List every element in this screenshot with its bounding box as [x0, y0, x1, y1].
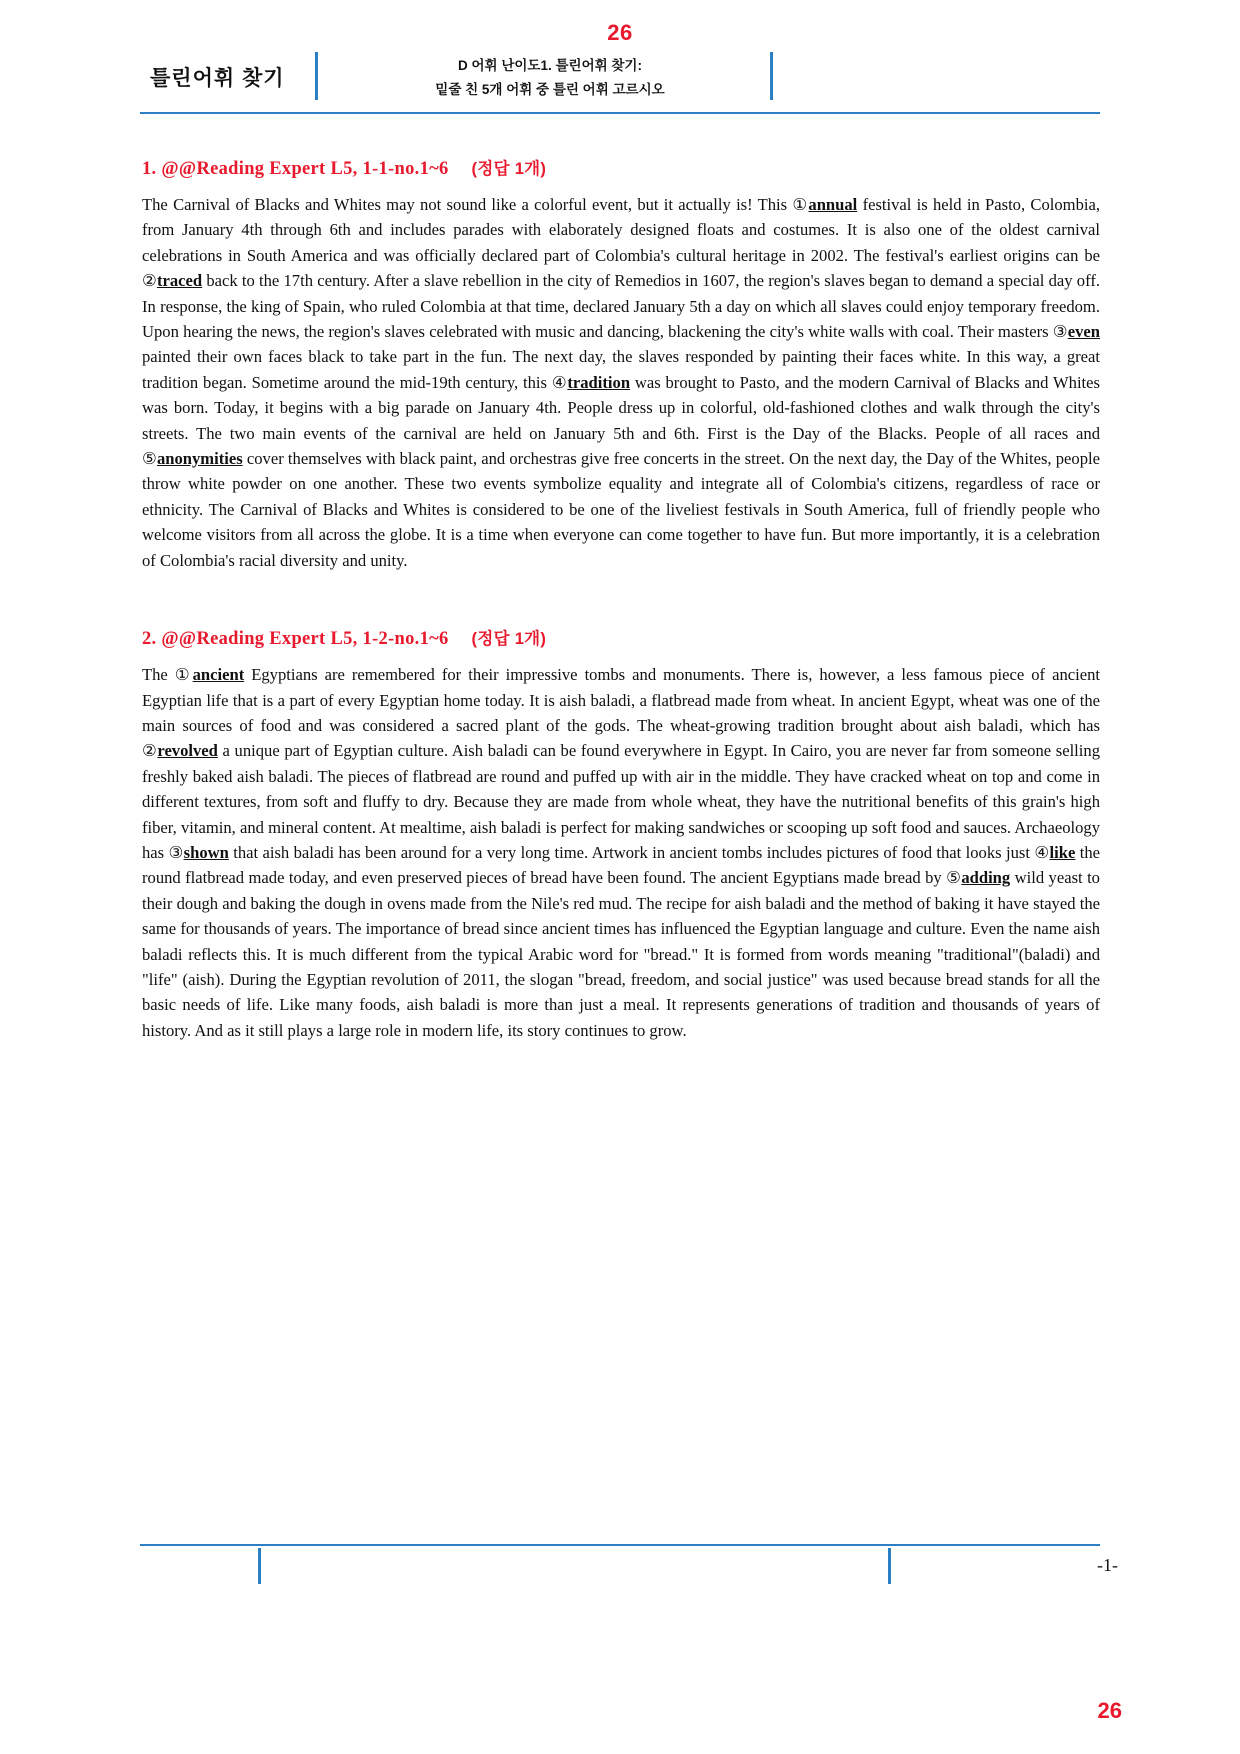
header-instruction	[340, 54, 760, 102]
choice-number: ①	[792, 195, 809, 214]
document-header	[140, 52, 1100, 108]
choice-number: ⑤	[142, 449, 157, 469]
choice-option[interactable]	[142, 271, 202, 290]
question-2-passage	[142, 662, 1100, 1043]
passage-text: a unique part of Egyptian culture. Aish baladi can be found everywhere in Egypt. In Cairo, you are never far from someone selling freshly baked aish baladi. The pieces of flatbread are round and puffed up with air in the middle. They have cracked wheat on top and come in different textures, from soft and fluffy to dry. Because they are made from whole wheat, they have the nutritional benefits of this grain's high fiber, vitamin, and mineral content. At mealtime, aish baladi is perfect for making sandwiches or scooping up soft food and sauces. Archaeology has	[142, 741, 1100, 862]
choice-number: ①	[174, 665, 193, 685]
choice-option[interactable]	[946, 868, 1010, 887]
passage-text: cover themselves with black paint, and orchestras give free concerts in the street. On the next day, the Day of the Whites, people throw white powder on one another. These two events symbolize equality and integrate all of Colombia's citizens, regardless of race or ethnicity. The Carnival of Blacks and Whites is considered to be one of the liveliest festivals in South America, full of friendly people who welcome visitors from all across the globe. It is a time when everyone can come together to have fun. But more importantly, it is a celebration of Colombia's racial diversity and unity.	[142, 449, 1100, 570]
question-2-number: 2.	[142, 629, 157, 650]
passage-text: The Carnival of Blacks and Whites may not sound like a colorful event, but it actually is! This	[142, 195, 793, 214]
choice-option[interactable]	[142, 449, 243, 468]
choice-word: tradition	[567, 372, 631, 392]
passage-text: painted their own faces black to take part in the fun. The next day, the slaves responded by painting their faces white. In this way, a great tradition began. Sometime around the mid-19th century, this	[142, 347, 1100, 392]
question-1-number: 1.	[142, 159, 157, 179]
choice-number: ②	[142, 271, 157, 291]
header-divider-left	[315, 52, 318, 100]
header-rule	[140, 112, 1100, 114]
passage-text: was brought to Pasto, and the modern Carnival of Blacks and Whites was born. Today, it begins with a big parade on January 4th. People dress up in colorful, old-fashioned clothes and walk through the city's streets. The two main events of the carnival are held on January 5th and 6th. First is the Day of the Blacks. People of all races and	[142, 372, 1100, 443]
passage-text: back to the 17th century. After a slave rebellion in the city of Remedios in 1607, the region's slaves began to demand a special day off. In response, the king of Spain, who ruled Colombia at that time, declared January 5th a day on which all slaves could enjoy temporary freedom. Upon hearing the news, the region's slaves celebrated with music and dancing, blackening the city's white walls with coal. Their masters	[142, 271, 1100, 342]
choice-option[interactable]	[175, 665, 244, 684]
choice-word: anonymities	[156, 449, 243, 469]
question-2-source: @@Reading Expert L5, 1-2-no.1~6	[161, 629, 449, 650]
choice-option[interactable]	[792, 195, 857, 214]
header-page-number: 26	[607, 20, 633, 45]
footer-tick-right	[888, 1548, 891, 1584]
question-1-answer-note: (정답 1개)	[471, 160, 547, 178]
choice-option[interactable]	[169, 843, 229, 862]
header-instruction-line-1: D 어휘 난이도1. 틀린어휘 찾기:	[458, 58, 642, 73]
question-block-2	[142, 625, 1100, 1043]
passage-text: that aish baladi has been around for a very long time. Artwork in ancient tombs includes pictures of food that looks just	[228, 842, 1035, 862]
choice-option[interactable]	[552, 373, 630, 392]
question-1-source: @@Reading Expert L5, 1-1-no.1~6	[161, 159, 449, 179]
question-2-title	[142, 625, 1100, 650]
choice-word: like	[1049, 842, 1076, 862]
passage-text: the round flatbread made today, and even preserved pieces of bread have been found. The ancient Egyptians made bread by	[142, 842, 1100, 888]
question-1-passage	[142, 192, 1100, 573]
passage-text: festival is held in Pasto, Colombia, from January 4th through 6th and includes parades with elaborately designed floats and costumes. It is also one of the oldest carnival celebrations in South America and was officially declared part of Colombia's cultural heritage in 2002. The festival's earliest origins can be	[142, 195, 1100, 265]
footer-tick-left	[258, 1548, 261, 1584]
question-1-title	[142, 155, 1100, 180]
header-instruction-line-2: 밑줄 친 5개 어휘 중 틀린 어휘 고르시오	[435, 82, 665, 97]
question-block-1	[142, 155, 1100, 573]
choice-word: shown	[183, 842, 229, 862]
header-divider-right	[770, 52, 773, 100]
choice-option[interactable]	[1034, 843, 1075, 862]
choice-number: ②	[142, 741, 158, 761]
passage-text: The	[142, 665, 175, 685]
choice-word: revolved	[157, 741, 218, 761]
footer-bottom-number: 26	[1097, 1698, 1122, 1723]
header-title: 틀린어휘 찾기	[150, 67, 285, 90]
footer-rule	[140, 1544, 1100, 1546]
choice-word: adding	[961, 868, 1011, 888]
passage-text: wild yeast to their dough and baking the dough in ovens made from the Nile's red mud. The recipe for aish baladi and the method of baking it have stayed the same for thousands of years. The importance of bread since ancient times has influenced the Egyptian language and culture. Even the name aish baladi reflects this. It is much different from the typical Arabic word for "bread." It is formed from words meaning "traditional"(baladi) and "life" (aish). During the Egyptian revolution of 2011, the slogan "bread, freedom, and social justice" was used because bread stands for all the basic needs of life. Like many foods, aish baladi is more than just a meal. It represents generations of tradition and thousands of years of history. And as it still plays a large role in modern life, its story continues to grow.	[142, 868, 1100, 1040]
choice-word: ancient	[192, 665, 245, 685]
choice-word: annual	[808, 195, 858, 214]
passage-text: Egyptians are remembered for their impressive tombs and monuments. There is, however, a less famous piece of ancient Egyptian life that is a part of every Egyptian home today. It is aish baladi, a flatbread made from wheat. In ancient Egypt, wheat was one of the main sources of food and was considered a sacred plant of the gods. The wheat-growing tradition brought about aish baladi, which has	[142, 665, 1100, 735]
document-content	[142, 145, 1100, 1043]
choice-word: even	[1067, 322, 1100, 342]
choice-option[interactable]	[1053, 322, 1100, 341]
choice-number: ⑤	[946, 868, 962, 888]
choice-number: ④	[551, 372, 568, 392]
question-2-answer-note: (정답 1개)	[471, 630, 547, 649]
choice-number: ④	[1034, 842, 1050, 862]
choice-number: ③	[1052, 322, 1068, 342]
choice-number: ③	[168, 842, 184, 862]
choice-option[interactable]	[142, 741, 218, 760]
footer-page-number: -1-	[1097, 1555, 1118, 1575]
choice-word: traced	[156, 271, 203, 291]
